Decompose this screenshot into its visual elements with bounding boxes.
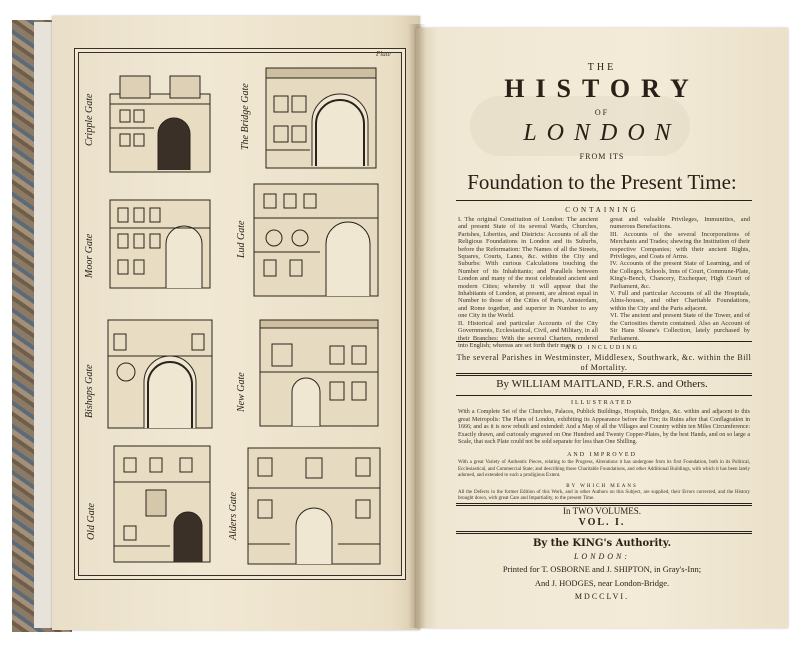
rule-contents — [456, 341, 752, 342]
gate-label-bishops: Bishops Gate — [84, 364, 95, 418]
improved-text: With a great Variety of Authentic Pieces, relating to the Progress, Alterations it has undergone from its first Foundation, both in its Political, Ecclesiastical, and Commercial State; and describing those Charitable Foundations, and other Additional Buildings, with which it has been lately adorned, and extended to such a prodigious Extent. — [458, 460, 750, 479]
contents-item: VI. The ancient and present State of the Tower, and of the Curiosities therein contained. Also an Account of Sir Hans Sloane's Collection, lately purchased by Parliament. — [610, 312, 750, 342]
gate-engraving-bridge — [262, 66, 380, 170]
contents-item: V. Full and particular Accounts of all the Hospitals, Alms-houses, and other Charitable Foundations, within the City and the Parts adjacent. — [610, 290, 750, 312]
gate-label-lud: Lud Gate — [236, 220, 247, 258]
contents-item: III. Accounts of the several Incorporations of Merchants and Trades; shewing the Institution of their respective Companies; with their ancient Rights, Privileges, and Coats of Arms. — [610, 230, 750, 261]
gate-label-new: New Gate — [236, 372, 247, 412]
title-history: HISTORY — [504, 74, 700, 103]
gate-label-moor: Moor Gate — [84, 233, 95, 278]
title-from-its: FROM ITS — [579, 152, 625, 161]
contents-column-right — [610, 216, 750, 342]
illustrated-text: With a Complete Set of the Churches, Palaces, Publick Buildings, Hospitals, Bridges, &c. within and adjacent to this great Metropolis: The Plans of London, exhibiting its Appearance before the Fire; its Ruins after that Conflagration in 1666; and as it is now rebuilt and extended: And a Map of all the Villages and Country within ten Miles Circumference: Exactly drawn, and curiously engraved on One Hundred and Twenty Copper-Plates, by the best Hands, and on so large a Scale, that each Plate could not be sold separate for less than One Shilling. — [458, 409, 750, 446]
title-the: THE — [587, 62, 617, 73]
gate-engraving-moor — [106, 194, 214, 290]
rule-volumes-bottom — [456, 531, 752, 534]
contents-item: II. Historical and particular Accounts of the City Governments, Ecclesiastical, Civil, and Military, in all their Branches: With the several Charters, rendered into English; whereas are set forth their many — [458, 319, 598, 349]
title-foundation: Foundation to the Present Time: — [467, 170, 737, 194]
author-line: By WILLIAM MAITLAND, F.R.S. and Others. — [496, 378, 708, 390]
contents-item: great and valuable Privileges, Immunities, and numerous Benefactions. — [610, 216, 750, 231]
title-london: LONDON — [523, 120, 681, 146]
gate-label-old: Old Gate — [86, 503, 97, 540]
parishes-line: The several Parishes in Westminster, Middlesex, Southwark, &c. within the Bill of Mortality. — [456, 353, 752, 372]
imprint-printed-for: Printed for T. OSBORNE and J. SHIPTON, in Gray's-Inn; — [502, 564, 702, 574]
volume-number: VOL. I. — [578, 517, 626, 528]
heading-containing: CONTAINING — [565, 206, 639, 214]
gate-engraving-alders — [244, 444, 384, 566]
gate-engraving-bishops — [104, 312, 216, 430]
gate-engraving-lud — [250, 180, 382, 298]
heading-improved: AND IMPROVED — [567, 452, 637, 458]
heading-and-including: AND INCLUDING — [565, 345, 639, 351]
rule-author-bottom — [456, 395, 752, 396]
title-of: OF — [594, 108, 610, 117]
contents-column-left — [458, 216, 598, 349]
imprint-london: LONDON: — [573, 552, 631, 561]
gate-engraving-cripple — [106, 70, 214, 174]
heading-illustrated: ILLUSTRATED — [571, 400, 633, 406]
plate-number: Plate — [376, 50, 391, 58]
contents-item: I. The original Constitution of London: The ancient and present State of its several Wards, Churches, Parishes, Liberties, and Districts: Accounts of all the Religious Foundations in London and its Suburbs, before the Reformation: The Names of all the Streets, Squares, Courts, Lanes, &c. within the City and Suburbs: With curious Calculations touching the Number of its Inhabitants; and Parallels between London and many of the most celebrated ancient and modern Cities; whereby it will appear that the Inhabitants of London, at present, are almost equal in Number to those of the Cities of Paris, Amsterdam, and Rome together, and superior in Number to any one City in the World. — [458, 216, 598, 320]
gate-engraving-old — [110, 442, 214, 564]
gate-engraving-new — [256, 316, 382, 428]
imprint-hodges: And J. HODGES, near London-Bridge. — [534, 578, 670, 588]
heading-by-which: BY WHICH MEANS — [566, 484, 638, 489]
two-volumes: In TWO VOLUMES. — [563, 506, 641, 516]
imprint-date: MDCCLVI. — [574, 592, 630, 601]
gate-label-cripple: Cripple Gate — [84, 93, 95, 146]
rule-top — [456, 200, 752, 201]
kings-authority: By the KING's Authority. — [532, 538, 672, 549]
contents-item: IV. Accounts of the present State of Learning, and of the Colleges, Schools, Inns of Court, Commune-Plate, King's-Bench, Chancery, Exchequer, High Court of Parliament, &c. — [610, 260, 750, 290]
gate-label-bridge: The Bridge Gate — [240, 83, 251, 150]
rule-author-top — [456, 373, 752, 376]
gate-label-alders: Alders Gate — [228, 491, 239, 540]
by-which-text: All the Defects in the former Edition of this Work, and in other Authors on this Subject, are supplied, their Errors corrected, and the History brought down, with great Care and Impartiality, to the present Time. — [458, 490, 750, 502]
